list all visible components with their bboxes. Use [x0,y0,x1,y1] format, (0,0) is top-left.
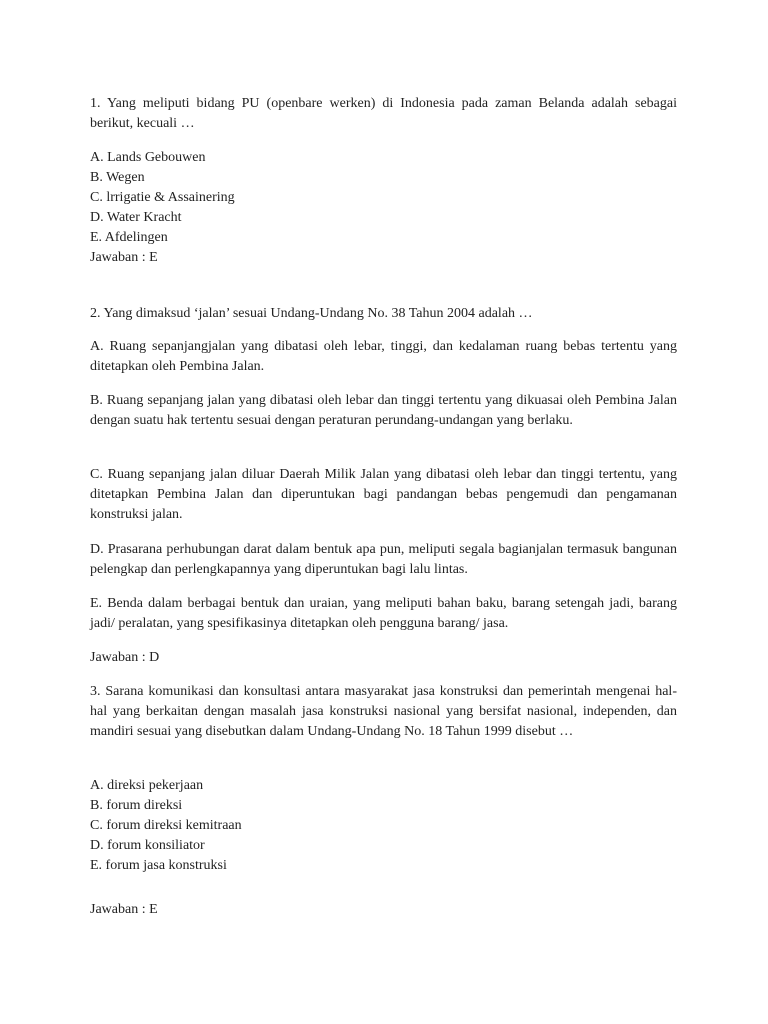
q2-option-a: A. Ruang sepanjangjalan yang dibatasi oleh lebar, tinggi, dan kedalaman ruang bebas tertentu yang ditetapkan oleh Pembina Jalan. [90,339,677,374]
q1-question-line-2: berikut, kecuali … [90,116,195,131]
q1-question [90,94,677,134]
q3-option-b: B. forum direksi [90,798,183,813]
q3-question: 3. Sarana komunikasi dan konsultasi antara masyarakat jasa konstruksi dan pemerintah mengenai hal-hal yang berkaitan dengan masalah jasa konstruksi nasional yang bersifat nasional, independen, dan mandiri sesuai yang disebutkan dalam Undang-Undang No. 18 Tahun 1999 disebut … [90,684,677,739]
q2-option-c: C. Ruang sepanjang jalan diluar Daerah Milik Jalan yang dibatasi oleh lebar dan tinggi tertentu, yang ditetapkan Pembina Jalan dan diperuntukan bagi pandangan bebas pengemudi dan pengamanan konstruksi jalan. [90,467,677,522]
q1-answer: Jawaban : E [90,250,158,265]
q1-option-b: B. Wegen [90,170,145,185]
q1-option-e: E. Afdelingen [90,230,168,245]
q3-options [90,776,677,876]
q3-answer: Jawaban : E [90,902,158,917]
q3-option-e: E. forum jasa konstruksi [90,858,227,873]
q3-option-c: C. forum direksi kemitraan [90,818,242,833]
q2-option-e: E. Benda dalam berbagai bentuk dan uraian, yang meliputi bahan baku, barang setengah jadi, barang jadi/ peralatan, yang spesifikasinya ditetapkan oleh pengguna barang/ jasa. [90,596,677,631]
q2-option-b: B. Ruang sepanjang jalan yang dibatasi oleh lebar dan tinggi tertentu yang dikuasai oleh Pembina Jalan dengan suatu hak tertentu sesuai dengan peraturan perundang-undangan yang berlaku. [90,393,677,428]
q1-option-c: C. lrrigatie & Assainering [90,190,235,205]
q2-answer: Jawaban : D [90,650,160,665]
q3-option-a: A. direksi pekerjaan [90,778,204,793]
q1-options [90,148,677,268]
q2-option-d: D. Prasarana perhubungan darat dalam bentuk apa pun, meliputi segala bagianjalan termasuk bangunan pelengkap dan perlengkapannya yang diperuntukan bagi lalu lintas. [90,542,677,577]
q2-question: 2. Yang dimaksud ‘jalan’ sesuai Undang-Undang No. 38 Tahun 2004 adalah … [90,306,533,321]
q1-option-d: D. Water Kracht [90,210,182,225]
q1-option-a: A. Lands Gebouwen [90,150,206,165]
q1-question-line-1: 1. Yang meliputi bidang PU (openbare werken) di Indonesia pada zaman Belanda adalah sebagai [90,96,677,111]
q3-option-d: D. forum konsiliator [90,838,205,853]
